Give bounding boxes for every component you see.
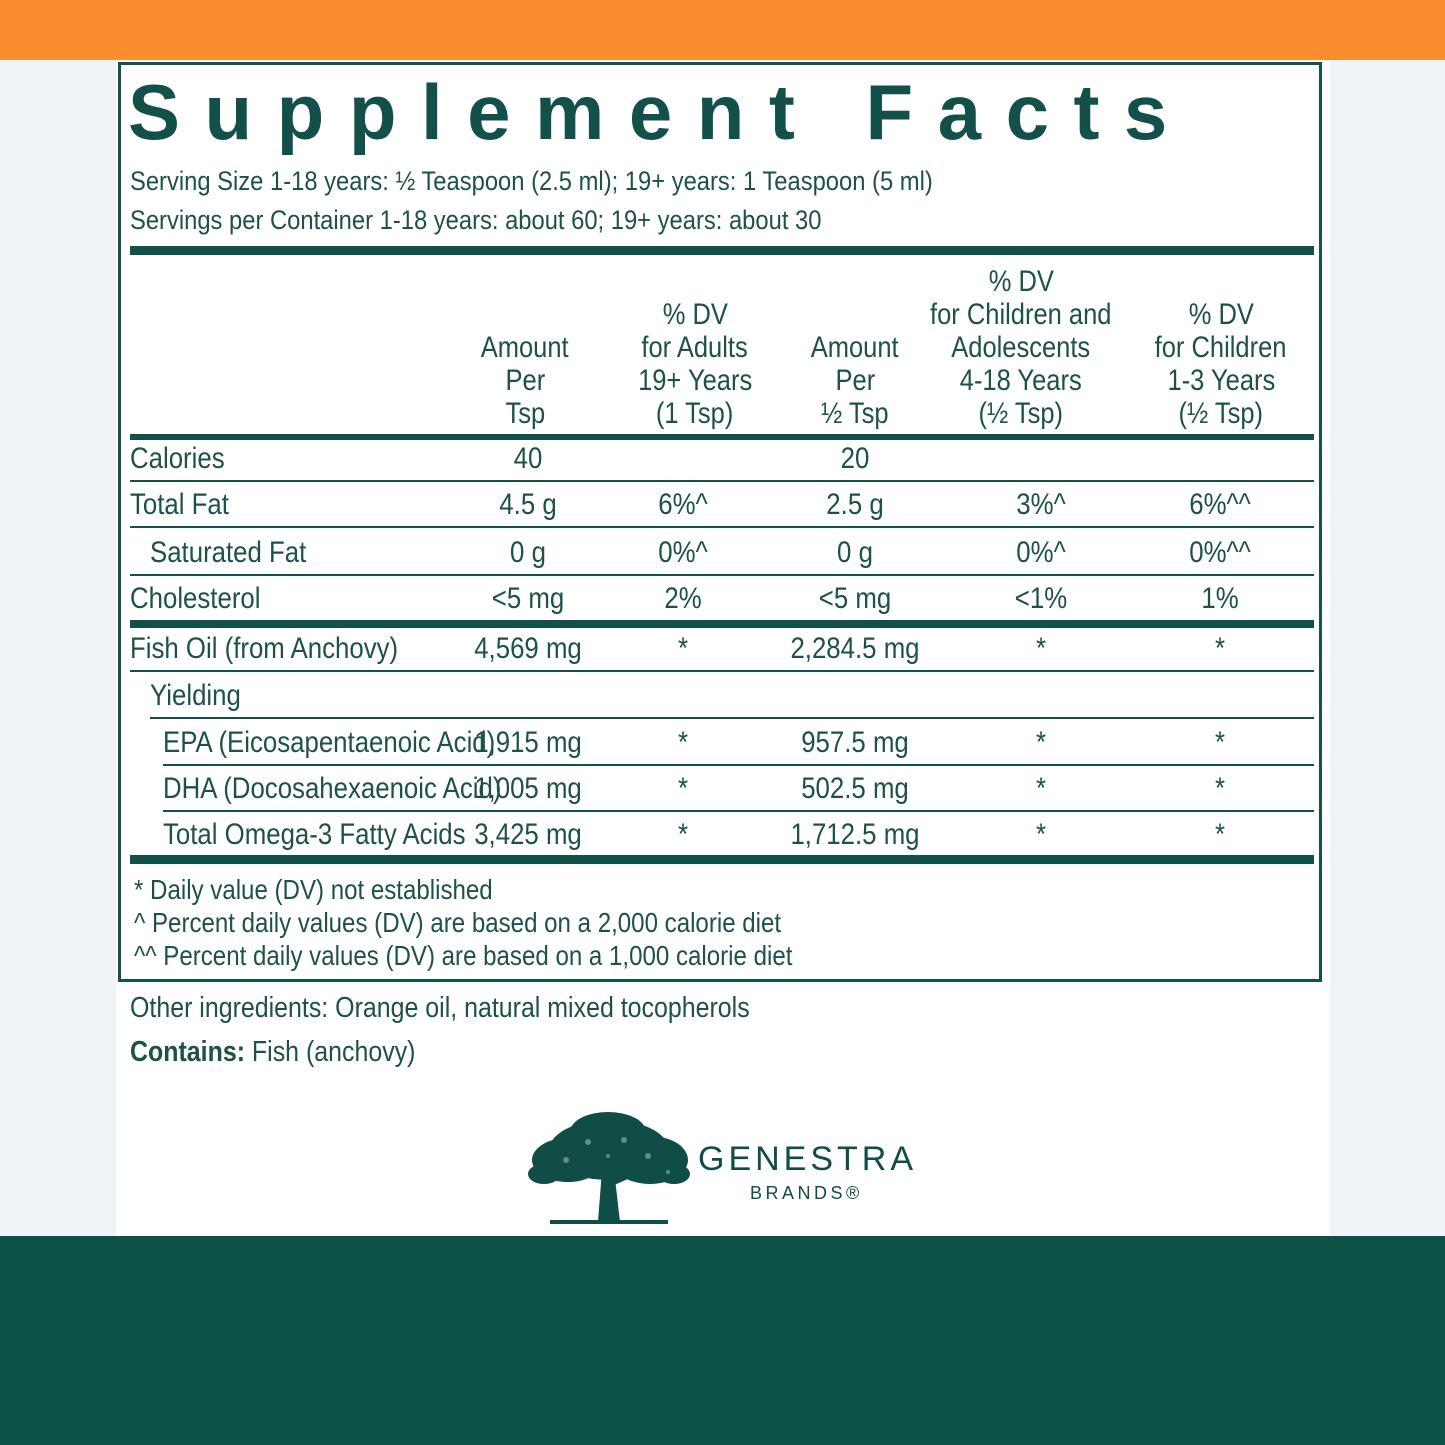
nutrient-name: DHA (Docosahexaenoic Acid) [163,772,502,805]
nutrient-value: * [677,772,689,805]
nutrient-value: * [1035,818,1047,851]
header-dv-children-1-3: % DV for Children 1-3 Years (½ Tsp) [1155,298,1287,430]
nutrient-value: * [677,632,689,665]
row-divider [150,717,1314,719]
nutrient-value: * [1035,772,1047,805]
nutrient-value: 1,712.5 mg [790,818,920,851]
nutrient-name: Total Omega-3 Fatty Acids [163,818,466,851]
nutrient-value: 0%^^ [1189,536,1251,569]
nutrient-value: * [677,818,689,851]
nutrient-value: 40 [513,442,543,475]
nutrient-name: Saturated Fat [150,536,307,569]
nutrient-value: 0%^ [1016,536,1066,569]
nutrient-value: 502.5 mg [801,772,909,805]
divider-thick-top [130,246,1314,255]
nutrient-name: EPA (Eicosapentaenoic Acid) [163,726,496,759]
nutrient-value [597,436,769,482]
nutrient-value: 1,915 mg [474,726,582,759]
header-amount-per-tsp: Amount Per Tsp [481,331,569,430]
servings-per-container: Servings per Container 1-18 years: about 60; 19+ years: about 30 [130,205,822,235]
nutrient-name: Yielding [150,679,241,712]
nutrient-name: Total Fat [130,488,229,521]
nutrient-value [769,673,941,719]
nutrient-value: 2,284.5 mg [790,632,920,665]
table-row [130,576,1314,622]
nutrient-value: <5 mg [818,582,892,615]
table-row [130,720,1314,766]
nutrient-value: 0 g [510,536,546,569]
bottom-color-band [0,1236,1445,1445]
header-dv-children-adolescents: % DV for Children and Adolescents 4-18 Years (½ Tsp) [930,265,1112,430]
nutrient-name: Calories [130,442,225,475]
row-divider [130,526,1314,528]
table-row [130,766,1314,812]
nutrient-value [597,673,769,719]
nutrient-value: 957.5 mg [801,726,909,759]
nutrient-name: Cholesterol [130,582,261,615]
header-amount-per-half-tsp: Amount Per ½ Tsp [811,331,899,430]
brand-name: GENESTRA [698,1140,918,1178]
nutrient-value: 0%^ [658,536,708,569]
nutrient-value [955,673,1127,719]
serving-size: Serving Size 1-18 years: ½ Teaspoon (2.5 ml); 19+ years: 1 Teaspoon (5 ml) [130,166,933,196]
nutrient-value: * [1214,726,1226,759]
nutrient-name: Fish Oil (from Anchovy) [130,632,399,665]
nutrient-value: 2.5 g [826,488,884,521]
nutrient-value: <1% [1014,582,1068,615]
nutrient-value: 6%^ [658,488,708,521]
nutrient-value: 1% [1201,582,1239,615]
nutrient-value: <5 mg [491,582,565,615]
nutrient-value: 0 g [837,536,873,569]
table-row [130,673,1314,719]
allergen-statement [130,1034,415,1070]
top-color-band [0,0,1445,60]
footnote-double-caret: ^^ Percent daily values (DV) are based on a 1,000 calorie diet [134,940,793,971]
nutrient-value: 4,569 mg [474,632,582,665]
nutrient-value: * [1035,726,1047,759]
nutrient-value [955,436,1127,482]
nutrient-value [442,673,614,719]
footnote-caret: ^ Percent daily values (DV) are based on a 2,000 calorie diet [134,907,782,938]
table-row [130,482,1314,528]
table-row [130,626,1314,672]
nutrient-value: 4.5 g [499,488,557,521]
footnote-asterisk: * Daily value (DV) not established [134,874,493,905]
nutrient-value: 6%^^ [1189,488,1251,521]
contains-label: Contains: [130,1036,245,1068]
table-row [130,436,1314,482]
nutrient-value: * [1214,818,1226,851]
nutrient-value: 3%^ [1016,488,1066,521]
contains-value: Fish (anchovy) [244,1036,416,1068]
nutrient-value: * [677,726,689,759]
nutrient-value: 20 [840,442,870,475]
brand-subtitle: BRANDS® [750,1183,863,1203]
nutrient-value: * [1214,632,1226,665]
table-row [130,530,1314,576]
nutrient-value: 3,425 mg [474,818,582,851]
nutrient-value: 1,005 mg [474,772,582,805]
nutrient-value [1134,436,1306,482]
nutrient-value [1134,673,1306,719]
other-ingredients: Other ingredients: Orange oil, natural mixed tocopherols [130,992,750,1024]
table-row [130,812,1314,858]
header-dv-adults: % DV for Adults 19+ Years (1 Tsp) [637,298,753,430]
nutrient-value: * [1214,772,1226,805]
facts-title: Supplement Facts [128,68,1192,156]
nutrient-value: * [1035,632,1047,665]
nutrient-value: 2% [664,582,702,615]
tree-logo-icon [528,1110,690,1234]
row-divider [130,670,1314,672]
